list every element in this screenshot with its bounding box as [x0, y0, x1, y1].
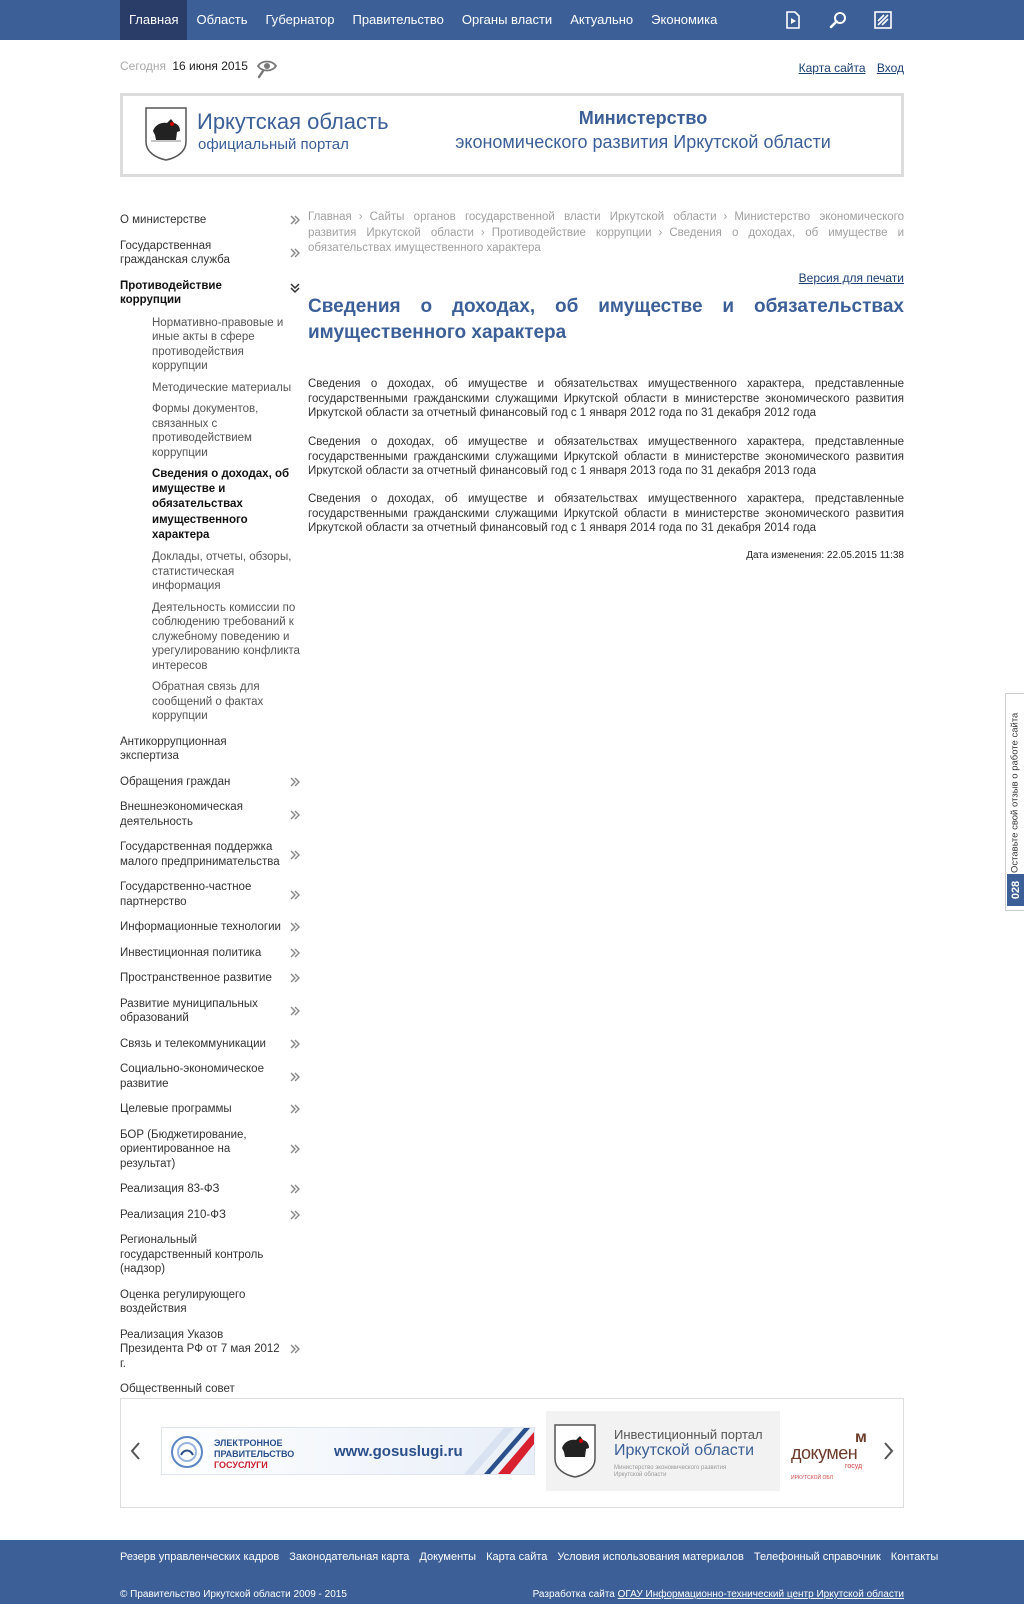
login-link[interactable]: Вход	[876, 61, 904, 75]
double-chevron-right-icon	[290, 1071, 300, 1083]
sidebar-item-bor[interactable]	[120, 1128, 300, 1172]
sidebar-item-label: Антикоррупционная экспертиза	[120, 735, 227, 763]
nav-item-actual[interactable]: Актуально	[570, 12, 634, 27]
sidebar-subitem-document-forms[interactable]: Формы документов, связанных с противодействием коррупции	[152, 403, 259, 459]
gosuslugi-line1: ЭЛЕКТРОННОЕ	[214, 1438, 283, 1448]
sidebar-item-spatial[interactable]	[120, 971, 300, 986]
sidebar-item-83fz[interactable]	[120, 1182, 300, 1197]
sidebar-item-regional-control[interactable]	[120, 1233, 300, 1277]
double-chevron-right-icon	[290, 947, 300, 959]
double-chevron-right-icon	[290, 1005, 300, 1017]
double-chevron-right-icon	[290, 1343, 300, 1355]
nav-item-governor[interactable]: Губернатор	[265, 12, 335, 27]
sidebar-item-label: Связь и телекоммуникации	[120, 1037, 266, 1050]
sidebar-subitem-commission[interactable]: Деятельность комиссии по соблюдению требований к служебному поведению и урегулированию конфликта интересов	[152, 601, 300, 672]
copyright: © Правительство Иркутской области 2009 - 2015	[120, 1589, 347, 1600]
documents-sub: госуд	[845, 1463, 863, 1470]
sidebar-item-it[interactable]	[120, 920, 300, 935]
investment-line3: Министерство экономического развития Иркутской области	[614, 1465, 727, 1478]
portal-name: Иркутская область	[197, 109, 389, 134]
sidebar-item-label: Государственная гражданская служба	[120, 239, 230, 266]
sidebar-item-telecom[interactable]	[120, 1037, 300, 1052]
sidebar-item-label: О министерстве	[120, 214, 207, 226]
sidebar-item-label: Общественный совет	[120, 1383, 235, 1396]
top-links	[791, 61, 904, 75]
investment-line2: Иркутской области	[614, 1442, 755, 1459]
gosuslugi-line2: ПРАВИТЕЛЬСТВО	[214, 1449, 295, 1459]
footer-link-personnel-reserve[interactable]: Резерв управленческих кадров	[120, 1551, 280, 1563]
today-date: 16 июня 2015	[172, 59, 248, 73]
documents-letter: м	[855, 1429, 867, 1446]
developer-label: Разработка сайта	[532, 1589, 615, 1600]
sidebar-item-about[interactable]	[120, 213, 300, 228]
developer-credit	[533, 1589, 904, 1600]
double-chevron-right-icon	[290, 776, 300, 788]
feedback-tab[interactable]	[1005, 693, 1024, 911]
today-label: Сегодня	[120, 59, 166, 73]
double-chevron-right-icon	[290, 809, 300, 821]
footer-link-documents[interactable]: Документы	[419, 1551, 477, 1563]
nav-item-authorities[interactable]: Органы власти	[461, 12, 553, 27]
feedback-badge: 028	[1007, 874, 1024, 906]
double-chevron-right-icon	[290, 1183, 300, 1195]
footer-link-contacts[interactable]: Контакты	[890, 1551, 939, 1563]
sitemap-icon[interactable]	[860, 0, 905, 40]
footer-link-terms[interactable]: Условия использования материалов	[557, 1551, 744, 1563]
nav-item-region[interactable]: Область	[196, 12, 248, 27]
breadcrumb-separator-icon: ›	[723, 211, 728, 223]
double-chevron-right-icon	[290, 247, 300, 259]
sidebar-item-label: Пространственное развитие	[120, 972, 272, 985]
sidebar-item-label: Социально-экономическое развитие	[120, 1063, 264, 1090]
sidebar-item-target-programs[interactable]	[120, 1102, 300, 1117]
breadcrumb-item[interactable]: Противодействие коррупции	[491, 226, 652, 239]
sidebar-item-label: Реализация 210-ФЗ	[120, 1208, 226, 1221]
print-version-link[interactable]: Версия для печати	[798, 271, 904, 285]
gosuslugi-line3: ГОСУСЛУГИ	[214, 1460, 268, 1470]
sidebar-subitem-methodical[interactable]: Методические материалы	[152, 381, 292, 394]
sidebar-subitem-income-info[interactable]: Сведения о доходах, об имуществе и обязательствах имущественного характера	[152, 468, 290, 541]
sidebar-item-expertise[interactable]	[120, 735, 300, 764]
coat-of-arms-icon	[554, 1423, 596, 1479]
coat-of-arms-icon	[145, 107, 187, 161]
flag-stripes-icon	[444, 1428, 534, 1474]
sidebar-item-label: Государственная поддержка малого предпринимательства	[120, 841, 280, 868]
date-row	[120, 59, 248, 73]
feedback-text: Оставьте свой отзыв о работе сайта	[1009, 712, 1021, 873]
footer-links	[120, 1551, 948, 1563]
developer-link[interactable]: ОГАУ Информационно-технический центр Иркутской области	[617, 1589, 904, 1600]
breadcrumb-current: Сведения о доходах, об имуществе и обязательствах имущественного характера	[308, 226, 905, 254]
sidebar-item-label: Обращения граждан	[120, 775, 231, 788]
sidebar-item-civil-service[interactable]	[120, 239, 300, 268]
sidebar-item-anticorruption[interactable]	[120, 279, 300, 308]
gosuslugi-url: www.gosuslugi.ru	[334, 1443, 463, 1460]
chevron-left-icon[interactable]	[126, 1439, 146, 1463]
sidebar-item-label: Внешнеэкономическая деятельность	[120, 801, 243, 828]
sidebar-item-small-business[interactable]	[120, 840, 300, 869]
sidebar-item-label: Реализация 83-ФЗ	[120, 1183, 220, 1196]
content-link-2014[interactable]: Сведения о доходах, об имуществе и обязательствах имущественного характера, представленные государственными гражданскими служащими Иркутской области в министерстве экономического развития Иркутской области за отчетный финансовый год с 1 января 2014 года по 31 декабря 2014 года	[308, 493, 904, 534]
sidebar-subitem-legal-acts[interactable]: Нормативно-правовые и иные акты в сфере противодействия коррупции	[152, 316, 284, 372]
sidebar-item-appeals[interactable]	[120, 775, 300, 790]
sidebar-item-regulatory-impact[interactable]	[120, 1288, 300, 1317]
breadcrumb	[308, 210, 904, 257]
search-icon[interactable]	[815, 0, 860, 40]
sidebar-item-label: Целевые программы	[120, 1103, 232, 1116]
sidebar-item-ppp[interactable]	[120, 880, 300, 909]
sidebar-item-label: Государственно-частное партнерство	[120, 881, 252, 908]
sidebar-item-label: Региональный государственный контроль (надзор)	[120, 1234, 264, 1276]
sidebar-subitem-reports[interactable]: Доклады, отчеты, обзоры, статистическая информация	[152, 551, 292, 593]
sidebar-item-decrees[interactable]	[120, 1328, 300, 1372]
documents-region: ИРКУТСКОЙ ОБЛ	[791, 1475, 833, 1481]
footer-link-sitemap[interactable]: Карта сайта	[486, 1551, 548, 1563]
eye-icon[interactable]	[255, 57, 279, 81]
breadcrumb-separator-icon: ›	[480, 226, 485, 239]
breadcrumb-item[interactable]: Сайты органов государственной власти Иркутской области	[369, 211, 717, 223]
double-chevron-right-icon	[290, 1038, 300, 1050]
gosuslugi-banner[interactable]	[161, 1427, 535, 1475]
sidebar-item-210fz[interactable]	[120, 1208, 300, 1223]
sidebar-item-municipal[interactable]	[120, 997, 300, 1026]
double-chevron-right-icon	[290, 1103, 300, 1115]
main-menu	[120, 0, 726, 40]
sidebar-item-investment[interactable]	[120, 946, 300, 961]
sidebar-item-socio-economic[interactable]	[120, 1062, 300, 1091]
breadcrumb-separator-icon: ›	[658, 226, 663, 239]
footer-link-phonebook[interactable]: Телефонный справочник	[753, 1551, 881, 1563]
ministry-title: Министерство	[578, 108, 708, 128]
sidebar-subitem-feedback[interactable]: Обратная связь для сообщений о фактах коррупции	[152, 681, 264, 723]
double-chevron-right-icon	[290, 889, 300, 901]
double-chevron-right-icon	[290, 849, 300, 861]
investment-portal-banner[interactable]	[546, 1411, 780, 1491]
documents-title: докумен	[791, 1443, 858, 1463]
top-navigation	[0, 0, 1024, 40]
sidebar-item-label: Реализация Указов Президента РФ от 7 мая 2012 г.	[120, 1328, 280, 1370]
breadcrumb-separator-icon: ›	[358, 211, 363, 223]
content-link-2013[interactable]: Сведения о доходах, об имуществе и обязательствах имущественного характера, представленные государственными гражданскими служащими Иркутской области в министерстве экономического развития Иркутской области за отчетный финансовый год с 1 января 2013 года по 31 декабря 2013 года	[308, 436, 904, 477]
double-chevron-right-icon	[290, 972, 300, 984]
top-tools	[770, 0, 905, 40]
partners-carousel	[120, 1398, 904, 1508]
sidebar-item-label: Развитие муниципальных образований	[120, 997, 258, 1025]
double-chevron-right-icon	[290, 214, 300, 226]
investment-line1: Инвестиционный портал	[614, 1427, 763, 1442]
sidebar-item-label: Оценка регулирующего воздействия	[120, 1288, 246, 1316]
page-title: Сведения о доходах, об имуществе и обязательствах имущественного характера	[308, 296, 904, 343]
footer-link-legislative-map[interactable]: Законодательная карта	[289, 1551, 410, 1563]
sidebar-item-label: БОР (Бюджетирование, ориентированное на результат)	[120, 1128, 247, 1170]
modified-date: Дата изменения: 22.05.2015 11:38	[746, 550, 904, 561]
documents-banner[interactable]	[791, 1429, 871, 1489]
sidebar-item-label: Инвестиционная политика	[120, 946, 262, 959]
double-chevron-down-icon	[290, 283, 300, 295]
sitemap-link[interactable]: Карта сайта	[798, 61, 866, 75]
sidebar-menu	[120, 213, 300, 1397]
sidebar-item-public-council[interactable]	[120, 1382, 300, 1397]
double-chevron-right-icon	[290, 921, 300, 933]
double-chevron-right-icon	[290, 1143, 300, 1155]
footer	[0, 1540, 1024, 1604]
nav-item-economy[interactable]: Экономика	[651, 12, 718, 27]
sidebar-item-label: Информационные технологии	[120, 921, 281, 934]
content-link-2012[interactable]: Сведения о доходах, об имуществе и обязательствах имущественного характера, представленные государственными гражданскими служащими Иркутской области в министерстве экономического развития Иркутской области за отчетный финансовый год с 1 января 2012 года по 31 декабря 2012 года	[308, 378, 904, 419]
ministry-subtitle: экономического развития Иркутской области	[455, 132, 831, 152]
nav-item-government[interactable]: Правительство	[352, 12, 444, 27]
double-chevron-right-icon	[290, 1209, 300, 1221]
sidebar-item-label: Противодействие коррупции	[120, 279, 222, 306]
breadcrumb-item[interactable]: Главная	[308, 211, 352, 223]
breadcrumb-item[interactable]: Министерство экономического развития Иркутской области	[308, 211, 905, 239]
chevron-right-icon[interactable]	[878, 1439, 898, 1463]
sidebar-item-foreign-economic[interactable]	[120, 800, 300, 829]
nav-item-main[interactable]: Главная	[120, 0, 187, 40]
play-document-icon[interactable]	[770, 0, 815, 40]
portal-subtitle: официальный портал	[198, 136, 349, 153]
header-banner[interactable]	[120, 93, 904, 177]
gosuslugi-logo-icon	[170, 1435, 204, 1469]
